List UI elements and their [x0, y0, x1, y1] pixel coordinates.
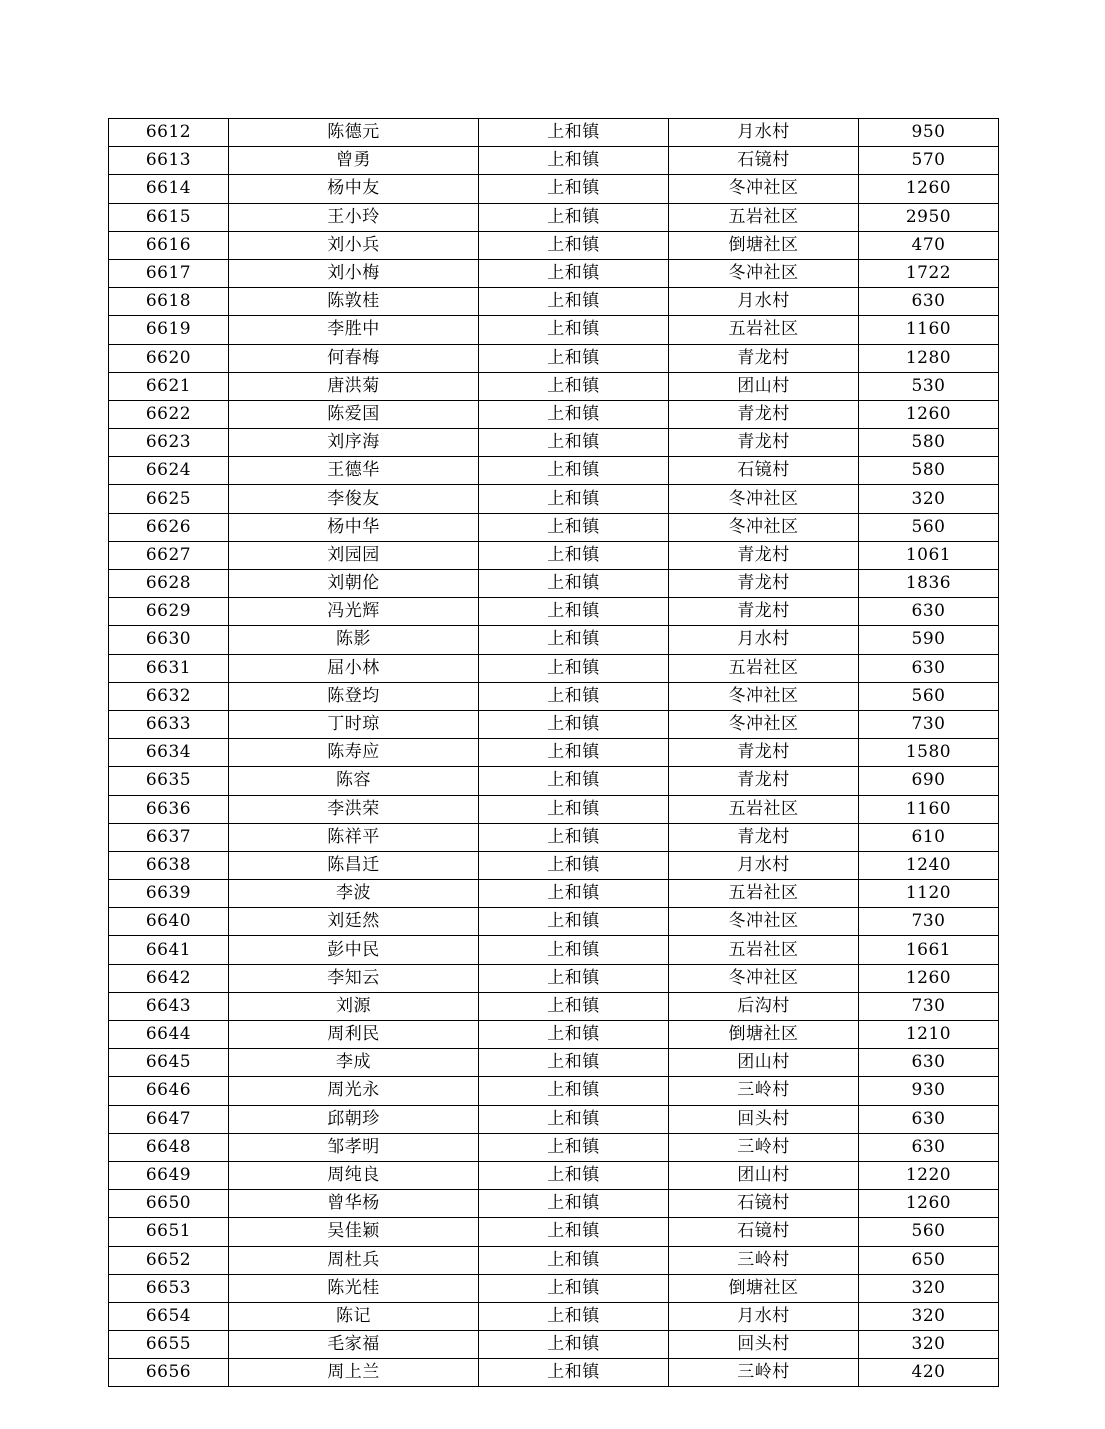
row-id: 6616: [109, 231, 229, 259]
row-village: 青龙村: [669, 570, 859, 598]
row-town: 上和镇: [479, 626, 669, 654]
row-town: 上和镇: [479, 1077, 669, 1105]
row-id: 6619: [109, 316, 229, 344]
table-row: [109, 175, 999, 203]
row-name: 彭中民: [229, 936, 479, 964]
row-name: 何春梅: [229, 344, 479, 372]
row-name: 周利民: [229, 1021, 479, 1049]
row-amount: 1260: [859, 400, 999, 428]
row-name: 屈小林: [229, 654, 479, 682]
row-village: 三岭村: [669, 1133, 859, 1161]
row-town: 上和镇: [479, 513, 669, 541]
row-village: 五岩社区: [669, 795, 859, 823]
table-row: [109, 880, 999, 908]
row-name: 陈昌迁: [229, 851, 479, 879]
row-amount: 1061: [859, 541, 999, 569]
row-name: 周纯良: [229, 1161, 479, 1189]
row-village: 青龙村: [669, 598, 859, 626]
table-row: [109, 119, 999, 147]
row-id: 6621: [109, 372, 229, 400]
row-town: 上和镇: [479, 682, 669, 710]
row-name: 王德华: [229, 457, 479, 485]
row-name: 吴佳颖: [229, 1218, 479, 1246]
row-id: 6615: [109, 203, 229, 231]
row-id: 6634: [109, 739, 229, 767]
table-row: [109, 400, 999, 428]
table-row: [109, 795, 999, 823]
table-row: [109, 654, 999, 682]
row-town: 上和镇: [479, 372, 669, 400]
row-name: 陈容: [229, 767, 479, 795]
row-amount: 560: [859, 1218, 999, 1246]
table-row: [109, 1190, 999, 1218]
row-id: 6656: [109, 1359, 229, 1387]
row-id: 6630: [109, 626, 229, 654]
row-name: 陈影: [229, 626, 479, 654]
row-town: 上和镇: [479, 767, 669, 795]
table-row: [109, 288, 999, 316]
row-id: 6655: [109, 1331, 229, 1359]
row-name: 周杜兵: [229, 1246, 479, 1274]
row-town: 上和镇: [479, 147, 669, 175]
row-id: 6624: [109, 457, 229, 485]
row-id: 6639: [109, 880, 229, 908]
row-amount: 590: [859, 626, 999, 654]
row-name: 刘廷然: [229, 908, 479, 936]
row-id: 6631: [109, 654, 229, 682]
table-row: [109, 316, 999, 344]
row-village: 月水村: [669, 1302, 859, 1330]
row-name: 毛家福: [229, 1331, 479, 1359]
row-amount: 560: [859, 513, 999, 541]
row-id: 6625: [109, 485, 229, 513]
row-amount: 1836: [859, 570, 999, 598]
row-name: 周上兰: [229, 1359, 479, 1387]
row-id: 6612: [109, 119, 229, 147]
row-town: 上和镇: [479, 541, 669, 569]
row-village: 团山村: [669, 372, 859, 400]
row-town: 上和镇: [479, 231, 669, 259]
row-village: 青龙村: [669, 823, 859, 851]
table-row: [109, 570, 999, 598]
row-name: 陈德元: [229, 119, 479, 147]
table-row: [109, 1049, 999, 1077]
row-town: 上和镇: [479, 739, 669, 767]
row-id: 6650: [109, 1190, 229, 1218]
row-id: 6637: [109, 823, 229, 851]
row-id: 6629: [109, 598, 229, 626]
row-town: 上和镇: [479, 175, 669, 203]
row-town: 上和镇: [479, 570, 669, 598]
row-name: 李波: [229, 880, 479, 908]
row-town: 上和镇: [479, 1274, 669, 1302]
row-id: 6633: [109, 710, 229, 738]
row-village: 青龙村: [669, 344, 859, 372]
row-amount: 730: [859, 908, 999, 936]
row-id: 6648: [109, 1133, 229, 1161]
row-village: 三岭村: [669, 1359, 859, 1387]
row-town: 上和镇: [479, 1331, 669, 1359]
row-name: 李洪荣: [229, 795, 479, 823]
row-town: 上和镇: [479, 654, 669, 682]
row-town: 上和镇: [479, 485, 669, 513]
row-village: 冬冲社区: [669, 710, 859, 738]
table-row: [109, 626, 999, 654]
row-name: 陈光桂: [229, 1274, 479, 1302]
table-row: [109, 739, 999, 767]
row-name: 唐洪菊: [229, 372, 479, 400]
row-amount: 420: [859, 1359, 999, 1387]
row-town: 上和镇: [479, 119, 669, 147]
row-amount: 610: [859, 823, 999, 851]
row-amount: 630: [859, 288, 999, 316]
row-name: 刘园园: [229, 541, 479, 569]
row-village: 月水村: [669, 626, 859, 654]
row-id: 6623: [109, 429, 229, 457]
row-id: 6651: [109, 1218, 229, 1246]
row-name: 李胜中: [229, 316, 479, 344]
row-village: 冬冲社区: [669, 682, 859, 710]
row-village: 冬冲社区: [669, 485, 859, 513]
row-name: 曾勇: [229, 147, 479, 175]
table-body: [109, 119, 999, 1387]
table-row: [109, 203, 999, 231]
table-row: [109, 1274, 999, 1302]
row-id: 6617: [109, 259, 229, 287]
row-town: 上和镇: [479, 344, 669, 372]
row-id: 6644: [109, 1021, 229, 1049]
row-amount: 320: [859, 1274, 999, 1302]
table-row: [109, 1161, 999, 1189]
row-amount: 560: [859, 682, 999, 710]
row-amount: 1260: [859, 964, 999, 992]
table-row: [109, 1133, 999, 1161]
row-id: 6653: [109, 1274, 229, 1302]
row-town: 上和镇: [479, 1161, 669, 1189]
row-town: 上和镇: [479, 316, 669, 344]
row-town: 上和镇: [479, 795, 669, 823]
row-amount: 1661: [859, 936, 999, 964]
table-row: [109, 485, 999, 513]
row-name: 周光永: [229, 1077, 479, 1105]
row-name: 刘小梅: [229, 259, 479, 287]
row-id: 6645: [109, 1049, 229, 1077]
row-amount: 1260: [859, 175, 999, 203]
row-id: 6643: [109, 992, 229, 1020]
row-town: 上和镇: [479, 1190, 669, 1218]
table-row: [109, 908, 999, 936]
row-town: 上和镇: [479, 1218, 669, 1246]
row-name: 陈祥平: [229, 823, 479, 851]
row-amount: 320: [859, 485, 999, 513]
row-amount: 1260: [859, 1190, 999, 1218]
row-town: 上和镇: [479, 457, 669, 485]
table-row: [109, 1218, 999, 1246]
row-amount: 630: [859, 1105, 999, 1133]
row-id: 6627: [109, 541, 229, 569]
table-row: [109, 964, 999, 992]
table-row: [109, 259, 999, 287]
row-amount: 570: [859, 147, 999, 175]
table-row: [109, 710, 999, 738]
row-village: 冬冲社区: [669, 908, 859, 936]
row-amount: 1280: [859, 344, 999, 372]
row-village: 青龙村: [669, 400, 859, 428]
row-id: 6626: [109, 513, 229, 541]
table-row: [109, 823, 999, 851]
row-village: 月水村: [669, 119, 859, 147]
row-village: 冬冲社区: [669, 175, 859, 203]
row-village: 团山村: [669, 1161, 859, 1189]
row-village: 倒塘社区: [669, 231, 859, 259]
row-id: 6649: [109, 1161, 229, 1189]
table-row: [109, 682, 999, 710]
row-amount: 730: [859, 992, 999, 1020]
row-town: 上和镇: [479, 1021, 669, 1049]
table-row: [109, 1105, 999, 1133]
row-amount: 2950: [859, 203, 999, 231]
row-id: 6652: [109, 1246, 229, 1274]
row-name: 刘序海: [229, 429, 479, 457]
row-amount: 630: [859, 598, 999, 626]
row-amount: 1120: [859, 880, 999, 908]
row-village: 五岩社区: [669, 936, 859, 964]
row-town: 上和镇: [479, 908, 669, 936]
row-amount: 1210: [859, 1021, 999, 1049]
row-name: 王小玲: [229, 203, 479, 231]
row-amount: 530: [859, 372, 999, 400]
table-row: [109, 1077, 999, 1105]
row-town: 上和镇: [479, 936, 669, 964]
table-row: [109, 851, 999, 879]
row-name: 刘源: [229, 992, 479, 1020]
row-amount: 1580: [859, 739, 999, 767]
row-town: 上和镇: [479, 429, 669, 457]
row-id: 6647: [109, 1105, 229, 1133]
row-amount: 630: [859, 654, 999, 682]
row-amount: 1160: [859, 316, 999, 344]
row-town: 上和镇: [479, 259, 669, 287]
row-name: 刘朝伦: [229, 570, 479, 598]
table-row: [109, 1331, 999, 1359]
row-village: 冬冲社区: [669, 259, 859, 287]
row-name: 李知云: [229, 964, 479, 992]
row-village: 后沟村: [669, 992, 859, 1020]
row-name: 邱朝珍: [229, 1105, 479, 1133]
row-id: 6620: [109, 344, 229, 372]
row-town: 上和镇: [479, 992, 669, 1020]
row-town: 上和镇: [479, 1246, 669, 1274]
row-id: 6640: [109, 908, 229, 936]
row-amount: 580: [859, 457, 999, 485]
row-village: 团山村: [669, 1049, 859, 1077]
table-row: [109, 457, 999, 485]
row-id: 6641: [109, 936, 229, 964]
row-amount: 470: [859, 231, 999, 259]
table-row: [109, 1359, 999, 1387]
row-town: 上和镇: [479, 1105, 669, 1133]
table-row: [109, 372, 999, 400]
row-village: 青龙村: [669, 739, 859, 767]
row-village: 石镜村: [669, 1218, 859, 1246]
row-town: 上和镇: [479, 1133, 669, 1161]
row-town: 上和镇: [479, 1359, 669, 1387]
row-name: 杨中华: [229, 513, 479, 541]
table-row: [109, 231, 999, 259]
row-name: 邹孝明: [229, 1133, 479, 1161]
table-row: [109, 344, 999, 372]
row-amount: 580: [859, 429, 999, 457]
row-town: 上和镇: [479, 203, 669, 231]
table-row: [109, 513, 999, 541]
row-village: 石镜村: [669, 457, 859, 485]
row-town: 上和镇: [479, 823, 669, 851]
row-village: 冬冲社区: [669, 513, 859, 541]
row-amount: 690: [859, 767, 999, 795]
row-village: 石镜村: [669, 1190, 859, 1218]
row-town: 上和镇: [479, 710, 669, 738]
row-id: 6632: [109, 682, 229, 710]
row-village: 三岭村: [669, 1246, 859, 1274]
row-name: 李俊友: [229, 485, 479, 513]
row-name: 刘小兵: [229, 231, 479, 259]
row-town: 上和镇: [479, 1302, 669, 1330]
table-row: [109, 1246, 999, 1274]
row-amount: 1160: [859, 795, 999, 823]
row-name: 陈寿应: [229, 739, 479, 767]
row-amount: 950: [859, 119, 999, 147]
row-village: 冬冲社区: [669, 964, 859, 992]
row-village: 五岩社区: [669, 316, 859, 344]
row-village: 月水村: [669, 851, 859, 879]
row-town: 上和镇: [479, 288, 669, 316]
row-town: 上和镇: [479, 964, 669, 992]
row-amount: 1240: [859, 851, 999, 879]
table-row: [109, 541, 999, 569]
row-town: 上和镇: [479, 598, 669, 626]
row-village: 倒塘社区: [669, 1274, 859, 1302]
row-name: 冯光辉: [229, 598, 479, 626]
row-village: 五岩社区: [669, 654, 859, 682]
row-id: 6646: [109, 1077, 229, 1105]
table-row: [109, 936, 999, 964]
row-village: 青龙村: [669, 429, 859, 457]
row-id: 6636: [109, 795, 229, 823]
row-id: 6635: [109, 767, 229, 795]
row-town: 上和镇: [479, 1049, 669, 1077]
row-village: 青龙村: [669, 767, 859, 795]
row-town: 上和镇: [479, 880, 669, 908]
row-id: 6622: [109, 400, 229, 428]
row-name: 陈登均: [229, 682, 479, 710]
row-id: 6642: [109, 964, 229, 992]
row-amount: 320: [859, 1302, 999, 1330]
row-id: 6613: [109, 147, 229, 175]
row-town: 上和镇: [479, 400, 669, 428]
row-amount: 1722: [859, 259, 999, 287]
row-name: 陈记: [229, 1302, 479, 1330]
row-name: 陈敦桂: [229, 288, 479, 316]
row-name: 杨中友: [229, 175, 479, 203]
row-name: 陈爱国: [229, 400, 479, 428]
row-id: 6628: [109, 570, 229, 598]
row-id: 6654: [109, 1302, 229, 1330]
row-village: 倒塘社区: [669, 1021, 859, 1049]
row-village: 回头村: [669, 1105, 859, 1133]
row-amount: 1220: [859, 1161, 999, 1189]
row-id: 6614: [109, 175, 229, 203]
row-amount: 650: [859, 1246, 999, 1274]
row-name: 李成: [229, 1049, 479, 1077]
table-row: [109, 992, 999, 1020]
row-name: 丁时琼: [229, 710, 479, 738]
row-amount: 630: [859, 1049, 999, 1077]
row-amount: 630: [859, 1133, 999, 1161]
table-row: [109, 147, 999, 175]
table-row: [109, 1302, 999, 1330]
row-village: 五岩社区: [669, 880, 859, 908]
row-name: 曾华杨: [229, 1190, 479, 1218]
row-town: 上和镇: [479, 851, 669, 879]
row-village: 三岭村: [669, 1077, 859, 1105]
beneficiary-table: [108, 118, 999, 1387]
table-row: [109, 767, 999, 795]
row-id: 6638: [109, 851, 229, 879]
row-village: 月水村: [669, 288, 859, 316]
row-village: 石镜村: [669, 147, 859, 175]
table-row: [109, 1021, 999, 1049]
row-amount: 730: [859, 710, 999, 738]
table-row: [109, 429, 999, 457]
row-id: 6618: [109, 288, 229, 316]
row-village: 回头村: [669, 1331, 859, 1359]
table-row: [109, 598, 999, 626]
row-village: 五岩社区: [669, 203, 859, 231]
row-village: 青龙村: [669, 541, 859, 569]
row-amount: 320: [859, 1331, 999, 1359]
row-amount: 930: [859, 1077, 999, 1105]
